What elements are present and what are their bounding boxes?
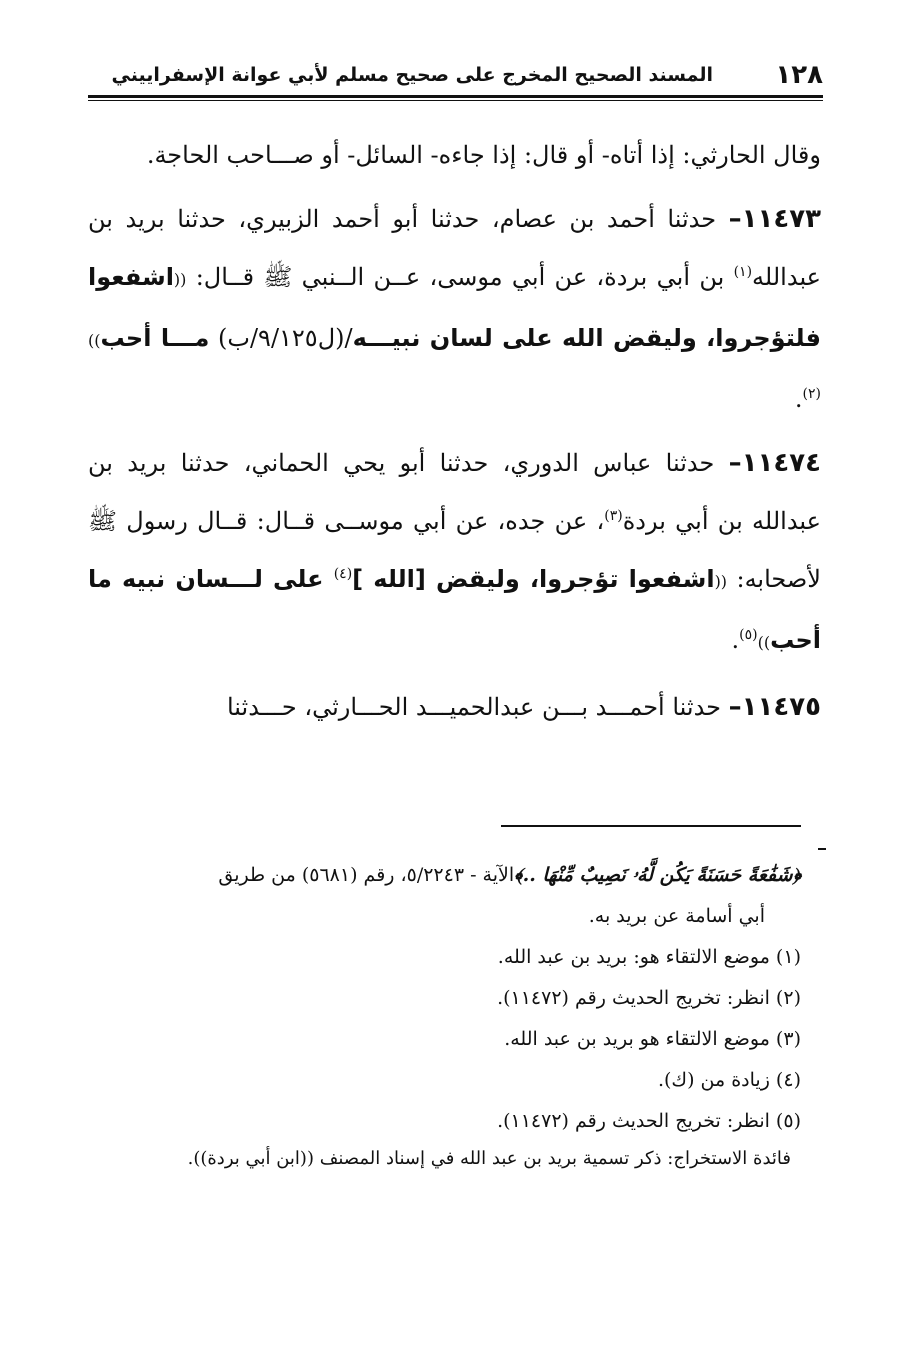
footnote-continuation-text: الآية - ٥/٢٢٤٣، رقم (٥٦٨١) من طريق	[218, 864, 515, 886]
footnote-ref: (٥)	[739, 627, 758, 643]
footnote-4: (٤) زيادة من (ك).	[657, 1069, 801, 1091]
extraction-benefit-note: فائدة الاستخراج: ذكر تسمية بريد بن عبد الله في إسناد المصنف ((ابن أبي بردة)).	[187, 1148, 791, 1169]
footnotes	[90, 858, 801, 1173]
footnote-ref: (٤)	[333, 566, 353, 582]
footnote-continuation	[90, 858, 801, 892]
quote-open: ((	[173, 270, 187, 289]
footnote-continuation-line: أبي أسامة عن بريد به.	[588, 905, 765, 927]
hadith-dash: –	[728, 692, 742, 722]
footnote-1: (١) موضع الالتقاء هو: بريد بن عبد الله.	[497, 946, 801, 968]
quote-open: ((	[714, 572, 728, 591]
page-header	[88, 58, 823, 94]
footnote-3: (٣) موضع الالتقاء هو بريد بن عبد الله.	[504, 1028, 801, 1050]
hadith-isnad-cont: ، عن جده، عن أبي موســى قــال: قــال رسول ﷺ لأصحابه:	[88, 507, 821, 593]
footnote-ref: (١)	[733, 264, 753, 280]
period: .	[794, 385, 803, 413]
period: .	[731, 626, 740, 654]
header-rule-thin	[88, 100, 823, 101]
hadith-matn-cont: مـــا أحب	[100, 324, 210, 352]
hadith-11474	[88, 434, 821, 672]
hadith-dash: –	[728, 204, 742, 234]
running-title: المسند الصحيح المخرج على صحيح مسلم لأبي عوانة الإسفراييني	[111, 64, 713, 86]
main-text	[88, 126, 821, 736]
paragraph-text: وقال الحارثي: إذا أتاه- أو قال: إذا جاءه- السائل- أو صـــاحب الحاجة.	[146, 141, 821, 169]
footnote-ref: (٣)	[604, 508, 623, 524]
hadith-11475	[88, 678, 821, 736]
hadith-isnad-cont: بن أبي بردة، عن أبي موسى، عــن الــنبي ﷺ قــال:	[186, 263, 734, 291]
hadith-matn-cont: على لـــسان نبيه ما أحب	[88, 565, 821, 654]
hadith-matn: اشفعوا تؤجروا، وليقض [الله ]	[352, 565, 715, 593]
hadith-isnad: حدثنا أحمـــد بـــن عبدالحميـــد الحـــارثي، حـــدثنا	[226, 693, 721, 721]
hadith-matn: اشفعوا فلتؤجروا، وليقض الله على لسان نبيـــه	[88, 263, 822, 352]
header-rule	[88, 95, 823, 98]
quote-close: ))	[757, 633, 771, 652]
hadith-isnad: حدثنا أحمد بن عصام، حدثنا أبو أحمد الزبيري، حدثنا بريد بن عبدالله	[88, 205, 821, 291]
quote-close: ))	[88, 331, 101, 350]
footnote-5: (٥) انظر: تخريج الحديث رقم (١١٤٧٢).	[497, 1110, 801, 1132]
quran-verse: ﴿شَفَٰعَةً حَسَنَةً يَكُن لَّهُۥ نَصِيبٌ مِّنْهَا ..﴾	[514, 864, 801, 886]
hadith-isnad: حدثنا عباس الدوري، حدثنا أبو يحي الحماني، حدثنا بريد بن عبدالله بن أبي بردة	[88, 449, 821, 535]
footnote-2: (٢) انظر: تخريج الحديث رقم (١١٤٧٢).	[497, 987, 801, 1009]
hadith-number: ١١٤٧٤	[741, 448, 821, 478]
hadith-dash: –	[728, 448, 742, 478]
footnote-ref: (٢)	[802, 386, 821, 402]
hadith-11473	[88, 190, 821, 428]
hadith-number: ١١٤٧٥	[741, 692, 821, 722]
manuscript-ref: /(ل٩/١٢٥/ب)	[209, 324, 353, 352]
paragraph-continuation	[88, 126, 821, 184]
hadith-number: ١١٤٧٣	[741, 204, 821, 234]
footnote-separator	[501, 825, 801, 827]
page-number: ١٢٨	[775, 60, 823, 90]
footnote-continuation-mark	[818, 848, 826, 850]
